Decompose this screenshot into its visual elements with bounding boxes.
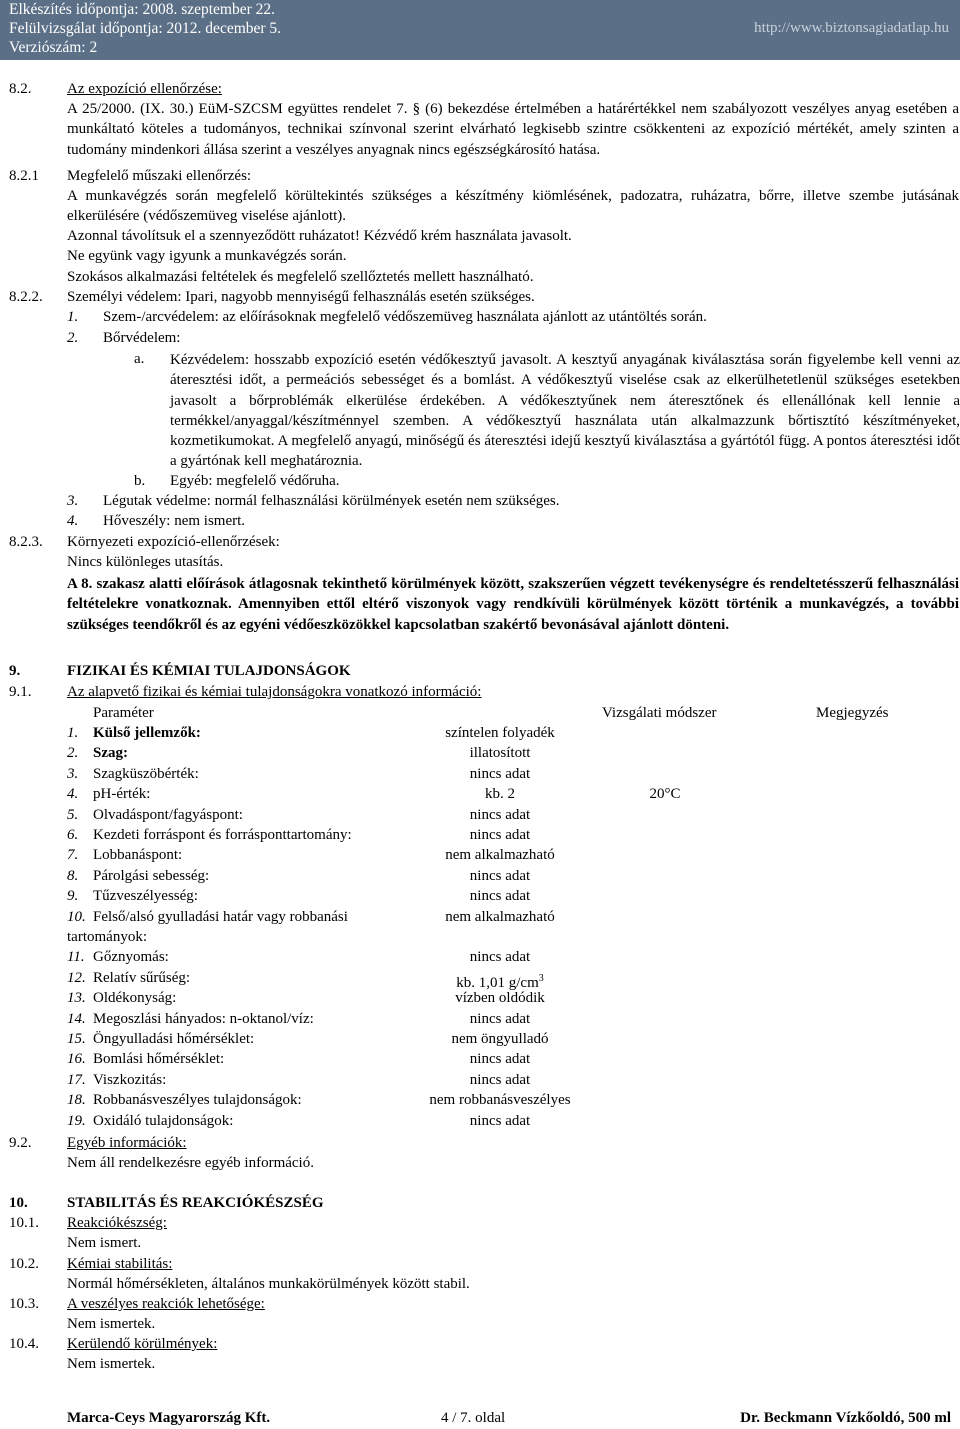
section-9-2-number: 9.2. [9,1135,32,1151]
document-header [0,0,960,60]
property-number: 15. [67,1031,86,1047]
property-label: Szag: [93,745,128,762]
property-value-text: nincs adat [469,1051,531,1068]
property-label: Öngyulladási hőmérséklet: [93,1031,255,1047]
section-10-number: 10. [9,1195,28,1211]
property-label: Olvadáspont/fagyáspont: [93,806,243,823]
property-number: 13. [67,990,86,1007]
property-value [380,744,620,763]
section-8-2-2-number: 8.2.2. [9,289,43,305]
creation-date: Elkészítés időpontja: 2008. szeptember 22. [9,1,276,18]
property-number: 5. [67,806,79,823]
item-3-number: 3. [67,493,79,509]
property-value [380,1030,620,1049]
property-value-text: kb. 2 [485,786,515,803]
property-value [380,908,620,927]
property-label-continued: tartományok: [67,929,147,945]
property-value-text: illatosított [469,745,531,762]
section-8-bold-note: A 8. szakasz alatti előírások átlagosnak tekinthető körülmények között, szakszerűen végzett tevékenységre és rendeltetésszerű felhasználási feltételekre vonatkoznak. Amennyiben ettől eltérő viszonyok vagy rendkívüli körülmények között történik a munkavégzés, a további szükséges teendőkről és az egyéni védőeszközökkel kapcsolatban szakértő bevonásával ajánlott dönteni. [67,576,959,633]
section-9-2-title: Egyéb információk: [67,1135,187,1151]
section-10-4-text: Nem ismertek. [67,1356,156,1372]
section-10-title: STABILITÁS ÉS REAKCIÓKÉSZSÉG [67,1195,324,1211]
property-label: Robbanásveszélyes tulajdonságok: [93,1092,302,1109]
property-value [380,785,620,804]
section-10-2-title: Kémiai stabilitás: [67,1256,173,1272]
property-label: Lobbanáspont: [93,847,183,864]
property-number: 10. [67,908,86,925]
property-label: Kezdeti forráspont és forrásponttartomány: [93,827,352,843]
property-value-text: nincs adat [469,1071,531,1088]
property-label: Felső/alsó gyulladási határ vagy robbanási [93,908,348,925]
property-label: Párolgási sebesség: [93,867,210,884]
property-method: 20°C [649,786,681,803]
property-value-text: vízben oldódik [455,990,545,1007]
property-value-text: kb. 1,01 g/cm [456,974,539,991]
property-label: Gőznyomás: [93,949,169,966]
property-value [380,948,620,967]
property-value-text: nincs adat [469,949,531,966]
section-8-2-3-title: Környezeti expozíció-ellenőrzések: [67,534,280,550]
property-value-text: nem alkalmazható [445,847,555,864]
property-value-text: nincs adat [469,765,531,782]
item-b-letter: b. [134,473,146,489]
property-value-text: nem alkalmazható [445,908,555,925]
property-number: 12. [67,969,86,986]
footer-product: Dr. Beckmann Vízkőoldó, 500 ml [740,1410,951,1426]
footer-company: Marca-Ceys Magyarország Kft. [67,1410,271,1426]
property-value [380,1112,620,1131]
property-value [380,846,620,865]
item-4-thermal-hazard: Hőveszély: nem ismert. [103,513,246,529]
item-3-respiratory: Légutak védelme: normál felhasználási körülmények esetén nem szükséges. [103,493,560,509]
section-8-2-1-paragraph: A munkavégzés során megfelelő körültekintés szükséges a készítmény kiömlésének, padozatra, ruházatra, bőrre, illetve szembe jutásának elkerülésére (védőszemüveg viselése ajánlott). [67,188,959,225]
property-number: 19. [67,1112,86,1129]
footer-page-number: 4 / 7. oldal [441,1410,506,1426]
section-10-3-number: 10.3. [9,1296,39,1312]
property-label: Megoszlási hányados: n-oktanol/víz: [93,1010,314,1027]
section-10-3-text: Nem ismertek. [67,1316,156,1332]
property-number: 8. [67,867,79,884]
property-number: 18. [67,1092,86,1109]
section-8-2-1-line-1: Azonnal távolítsuk el a szennyeződött ruházatot! Kézvédő krém használata javasolt. [67,228,572,244]
property-value [380,989,620,1008]
property-value-text: nincs adat [469,1010,531,1027]
property-value [380,724,620,743]
property-number: 1. [67,725,79,741]
item-a-hand-protection: Kézvédelem: hosszabb expozíció esetén védőkesztyű javasolt. A kesztyű anyagának kiválasztása során figyelembe kell venni az áteresztési időt, a permeációs sebességet és a bomlást. A védőkesztyű viselése csak az elkerülhetetlenül szükséges esetekben javasolt a bőrproblémák elkerülése érdekében. A védőkesztyűnek nem áteresztőnek és ellenállónak kell lennie a termékkel/anyaggal/készítménnyel szemben. A védőkesztyű használata után alkalmazzunk bőrtisztító készítményeket, kozmetikumokat. A megfelelő anyagú, minőségű és áteresztési idejű kesztyű kiválasztása a gyártótól függ. A pontos áteresztési időt a gyártónak kell meghatároznia. [170,352,960,470]
property-label: Viszkozitás: [93,1071,167,1088]
item-a-letter: a. [134,351,145,367]
property-number: 4. [67,786,79,803]
property-number: 14. [67,1010,86,1027]
section-8-2-title: Az expozíció ellenőrzése: [67,81,222,97]
section-10-3-title: A veszélyes reakciók lehetősége: [67,1296,265,1312]
property-value [380,867,620,886]
column-header-parameter: Paraméter [93,705,154,721]
section-8-2-3-number: 8.2.3. [9,534,43,550]
item-1-eye-protection: Szem-/arcvédelem: az előírásoknak megfelelő védőszemüveg használata ajánlott az utántöltés során. [103,309,707,325]
section-9-number: 9. [9,663,21,679]
header-info [9,0,281,57]
property-number: 7. [67,847,79,864]
section-9-2-text: Nem áll rendelkezésre egyéb információ. [67,1155,314,1171]
section-10-1-number: 10.1. [9,1215,39,1231]
property-value-text: nincs adat [469,806,531,823]
property-label: Szagküszöbérték: [93,765,199,782]
section-8-2-2-title: Személyi védelem: Ipari, nagyobb mennyiségű felhasználás esetén szükséges. [67,289,535,305]
revision-date: Felülvizsgálat időpontja: 2012. december 5. [9,20,282,37]
property-label: Bomlási hőmérséklet: [93,1051,225,1068]
property-value-superscript: 3 [538,972,544,984]
section-8-2-text: A 25/2000. (IX. 30.) EüM-SZCSM együttes rendelet 7. § (6) bekezdése értelmében a határértékkel nem szabályozott veszélyes anyag esetében a munkáltató köteles a tudományos, technikai színvonal szerint elvárható legkisebb szintre csökkenteni az expozíció mértékét, amely szinten a tudomány mindenkori állása szerint a veszélyes anyagnak nincs egészségkárosító hatása. [67,101,959,158]
property-value [380,1050,620,1069]
section-10-2-number: 10.2. [9,1256,39,1272]
item-4-number: 4. [67,513,79,529]
item-1-number: 1. [67,309,79,325]
property-value-text: nincs adat [469,1112,531,1129]
property-number: 17. [67,1071,86,1088]
section-10-2-text: Normál hőmérsékleten, általános munkakörülmények között stabil. [67,1276,470,1292]
section-8-2-number: 8.2. [9,81,32,97]
property-number: 11. [67,949,85,966]
property-value [380,826,620,845]
property-value-text: színtelen folyadék [445,725,555,741]
property-label: Relatív sűrűség: [93,969,191,986]
property-label: Oldékonyság: [93,990,177,1007]
version-number: Verziószám: 2 [9,39,98,56]
section-8-2-1-line-3: Szokásos alkalmazási feltételek és megfelelő szellőztetés mellett használható. [67,269,534,285]
item-2-number: 2. [67,330,79,346]
property-value [380,765,620,784]
section-9-1-number: 9.1. [9,684,32,700]
item-2-skin-protection: Bőrvédelem: [103,330,181,346]
property-number: 9. [67,888,79,905]
section-10-1-title: Reakciókészség: [67,1215,167,1231]
property-number: 3. [67,765,79,782]
section-8-2-1-line-2: Ne együnk vagy igyunk a munkavégzés során. [67,248,347,264]
property-number: 2. [67,745,79,762]
section-9-1-title: Az alapvető fizikai és kémiai tulajdonságokra vonatkozó információ: [67,684,482,700]
property-value-text: nincs adat [469,827,531,843]
column-header-method: Vizsgálati módszer [602,705,717,721]
section-10-1-text: Nem ismert. [67,1235,142,1251]
property-value-text: nincs adat [469,888,531,905]
property-value [380,887,620,906]
header-url-link[interactable]: http://www.biztonsagiadatlap.hu [754,20,949,36]
property-value-text: nincs adat [469,867,531,884]
property-value-text: nem robbanásveszélyes [429,1092,571,1109]
section-9-title: FIZIKAI ÉS KÉMIAI TULAJDONSÁGOK [67,663,351,679]
property-value [380,1071,620,1090]
item-b-other-protection: Egyéb: megfelelő védőruha. [170,473,340,489]
property-number: 16. [67,1051,86,1068]
section-8-2-1-number: 8.2.1 [9,168,39,184]
property-value [380,806,620,825]
section-10-4-number: 10.4. [9,1336,39,1352]
property-label: Tűzveszélyesség: [93,888,198,905]
property-number: 6. [67,827,79,843]
property-label: Külső jellemzők: [93,725,201,741]
property-value [380,1091,620,1110]
property-label: pH-érték: [93,786,151,803]
section-8-2-3-text: Nincs különleges utasítás. [67,554,224,570]
property-value [380,1010,620,1029]
section-8-2-1-title: Megfelelő műszaki ellenőrzés: [67,168,252,184]
property-label: Oxidáló tulajdonságok: [93,1112,234,1129]
section-10-4-title: Kerülendő körülmények: [67,1336,218,1352]
column-header-note: Megjegyzés [816,705,889,721]
property-value-text: nem öngyulladó [451,1031,549,1047]
